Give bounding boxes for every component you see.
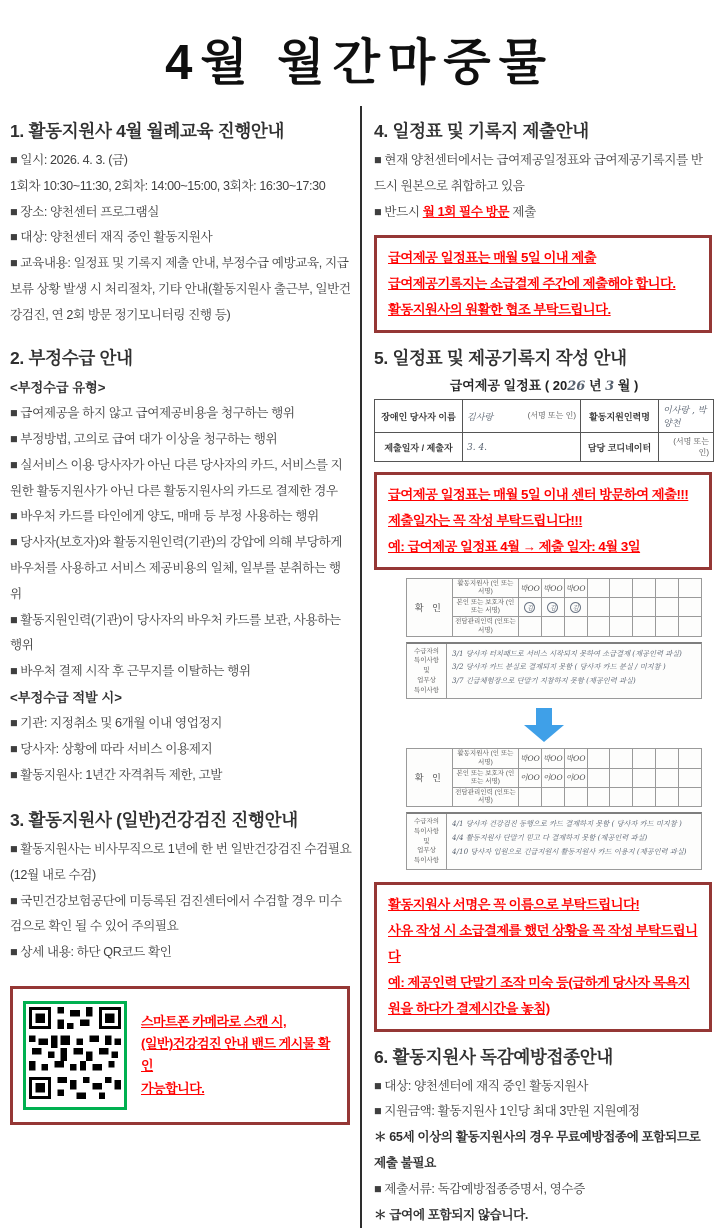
section1-datetime: ■ 일시: 2026. 4. 3. (금) xyxy=(10,153,128,167)
empty-cell xyxy=(633,749,656,768)
empty-cell xyxy=(610,749,633,768)
stamp-cell xyxy=(519,598,542,617)
empty-cell xyxy=(587,768,610,787)
qr-notice-text xyxy=(141,1011,337,1099)
signature-cell: 박OO xyxy=(541,749,564,768)
section3-item: ■ 활동지원사는 비사무직으로 1년에 한 번 일반건강검진 수검필요(12월 내로 수검) xyxy=(10,841,352,882)
form-label-coordinator: 담당 코디네이터 xyxy=(581,433,659,462)
notice-line: 제출일자는 꼭 작성 부탁드립니다!!! xyxy=(388,513,583,529)
empty-cell xyxy=(656,787,679,806)
confirm-table xyxy=(406,748,702,807)
section4-item2-suffix: 제출 xyxy=(509,204,536,219)
empty-cell xyxy=(587,598,610,617)
form-label-assistant-name: 활동지원인력명 xyxy=(581,400,659,433)
section2-type-item: ■ 바우처 결제 시작 후 근무지를 이탈하는 행위 xyxy=(10,664,251,679)
schedule-form-table xyxy=(374,399,714,462)
two-column-layout xyxy=(0,106,719,1228)
form-value-assistant-name xyxy=(659,400,714,433)
schedule-form-title xyxy=(374,375,714,394)
form-title-month-handwritten: 3 xyxy=(605,379,615,395)
notes-body xyxy=(447,644,701,699)
section6-amount: ■ 지원금액: 활동지원사 1인당 최대 3만원 지원예정 xyxy=(374,1104,640,1119)
form-label-client-name: 장애인 당사자 이름 xyxy=(375,400,463,433)
empty-cell xyxy=(610,617,633,636)
notes-label-line: 및 xyxy=(423,837,430,845)
handwritten-note: 4/1 당사자 건강검진 동행으로 카드 결제하지 못함 ( 당사자 카드 미지참 ) xyxy=(452,819,682,829)
handwritten-note: 3/7 긴급체험장으로 단말기 지참하지 못함 (제공인력 과실) xyxy=(452,676,636,686)
section3-heading: 3. 활동지원사 (일반)건강검진 진행안내 xyxy=(10,809,298,830)
empty-cell xyxy=(679,768,702,787)
form-value-coordinator-sign xyxy=(659,433,714,462)
empty-cell xyxy=(541,617,564,636)
empty-cell xyxy=(656,749,679,768)
notes-label-line: 특이사항 xyxy=(413,657,440,665)
empty-cell xyxy=(564,617,587,636)
form-value-client-name xyxy=(463,400,581,433)
empty-cell xyxy=(633,617,656,636)
section4-item2 xyxy=(374,200,714,226)
notes-label-line: 수급자의 xyxy=(413,647,440,655)
signature-cell: 이OO xyxy=(564,768,587,787)
section6-note-65: ＊ 65세 이상의 활동지원사의 경우 무료예방접종에 포함되므로 제출 불필요 xyxy=(374,1130,701,1171)
handwritten-note: 3/2 당사자 카드 분실로 결제되지 못함 ( 당사자 카드 분실 / 미지참 ) xyxy=(452,662,666,672)
signature-cell: 박OO xyxy=(519,749,542,768)
qr-notice-line: 스마트폰 카메라로 스캔 시, xyxy=(141,1014,287,1030)
section1-place: ■ 장소: 양천센터 프로그램실 xyxy=(10,204,160,219)
row-label-manager: 전담관리인력 (인또는서명) xyxy=(452,617,518,636)
section6-target: ■ 대상: 양천센터에 재직 중인 활동지원사 xyxy=(374,1078,589,1093)
form-value-submit-date xyxy=(463,433,581,462)
row-label-guardian: 본인 또는 보호자 (인 또는 서명) xyxy=(452,598,518,617)
form-title-mid: 년 xyxy=(585,378,606,394)
empty-cell xyxy=(519,617,542,636)
notes-label-line: 업무상 xyxy=(417,847,436,855)
handwritten-assistant-name: 이사랑 , 박양천 xyxy=(663,406,707,430)
qr-notice-box xyxy=(10,986,350,1125)
section1-heading: 1. 활동지원사 4월 월례교육 진행안내 xyxy=(10,121,285,141)
special-notes-area xyxy=(406,642,702,700)
sign-hint: (서명 또는 인) xyxy=(673,437,709,458)
handwritten-note: 4/10 당사자 입원으로 긴급지원시 활동지원사 카드 이용지 (제공인력 과실) xyxy=(452,846,687,856)
right-column xyxy=(360,106,719,1228)
empty-cell xyxy=(679,787,702,806)
empty-cell xyxy=(656,617,679,636)
notice-line: 활동지원사의 원활한 협조 부탁드립니다. xyxy=(388,302,611,318)
down-arrow-shaft xyxy=(536,708,552,725)
section2-catch-item: ■ 기관: 지정취소 및 6개월 이내 영업정지 xyxy=(10,716,222,731)
section4-item1: ■ 현재 양천센터에서는 급여제공일정표와 급여제공기록지를 반드시 원본으로 취합하고 있음 xyxy=(374,153,703,193)
signature-cell: 이OO xyxy=(519,768,542,787)
notes-label-line: 특이사항 xyxy=(413,857,440,865)
qr-code-image xyxy=(29,1007,121,1099)
section2-type-item: ■ 실서비스 이용 당사자가 아닌 다른 당사자의 카드, 서비스를 지원한 활동지원사가 아닌 다른 활동지원사의 카드로 결제한 경우 xyxy=(10,457,343,498)
qr-notice-line: (일반)건강검진 안내 밴드 게시물 확인 xyxy=(141,1036,330,1074)
empty-cell xyxy=(633,768,656,787)
empty-cell xyxy=(656,598,679,617)
notes-label-line: 특이사항 xyxy=(413,686,440,694)
stamp-seal: 김 xyxy=(570,602,581,613)
row-label-assistant: 활동지원사 (인 또는 서명) xyxy=(452,749,518,768)
form-label-submit-date: 제출일자 / 제출자 xyxy=(375,433,463,462)
section2-type-item: ■ 급여제공을 하지 않고 급여제공비용을 청구하는 행위 xyxy=(10,406,295,421)
section2-type-item: ■ 당사자(보호자)와 활동지원인력(기관)의 강압에 의해 부당하게 바우처를 사용하고 서비스 제공비용의 일체, 일부를 분취하는 행위 xyxy=(10,535,343,601)
empty-cell xyxy=(679,578,702,597)
form-title-prefix: 급여제공 일정표 ( 20 xyxy=(449,378,568,394)
empty-cell xyxy=(587,578,610,597)
notice-line: 급여제공 일정표는 매월 5일 이내 제출 xyxy=(388,250,597,266)
section2-type-item: ■ 바우처 카드를 타인에게 양도, 매매 등 부정 사용하는 행위 xyxy=(10,509,319,524)
notes-label xyxy=(407,644,447,699)
notes-label-line: 특이사항 xyxy=(413,827,440,835)
section2-heading: 2. 부정수급 안내 xyxy=(10,347,133,368)
section2-catch-title: <부정수급 적발 시> xyxy=(10,690,122,706)
empty-cell xyxy=(587,749,610,768)
confirm-label: 확 인 xyxy=(407,749,453,807)
confirm-label: 확 인 xyxy=(407,578,453,636)
empty-cell xyxy=(541,787,564,806)
row-label-guardian: 본인 또는 보호자 (인 또는 서명) xyxy=(452,768,518,787)
record-sheet-scan-2 xyxy=(406,748,702,870)
stamp-seal: 김 xyxy=(547,602,558,613)
empty-cell xyxy=(610,578,633,597)
empty-cell xyxy=(587,617,610,636)
notice-line: 활동지원사 서명은 꼭 이름으로 부탁드립니다! xyxy=(388,896,640,912)
handwritten-submit-date: 3. 4. xyxy=(467,442,488,453)
notice-line: 사유 작성 시 소급결제를 했던 상황을 꼭 작성 부탁드립니다 xyxy=(388,922,698,964)
signature-cell: 이OO xyxy=(541,768,564,787)
section4-item2-prefix: ■ 반드시 xyxy=(374,204,423,219)
schedule-form-sample xyxy=(374,375,714,462)
signature-cell: 박OO xyxy=(541,578,564,597)
section2-catch-item: ■ 당사자: 상황에 따라 서비스 이용제지 xyxy=(10,742,213,757)
section5-heading: 5. 일정표 및 제공기록지 작성 안내 xyxy=(374,348,627,369)
schedule-submit-notice-box xyxy=(374,472,712,570)
section1-content: ■ 교육내용: 일정표 및 기록지 제출 안내, 부정수급 예방교육, 지급보류 상황 발생 시 처리절차, 기타 안내(활동지원사 출근부, 일반건강검진, 연 2회 방문 정기모니터링 진행 등) xyxy=(10,256,351,322)
confirm-table xyxy=(406,578,702,637)
down-arrow-head xyxy=(524,725,564,742)
empty-cell xyxy=(679,598,702,617)
empty-cell xyxy=(633,578,656,597)
stamp-cell xyxy=(564,598,587,617)
empty-cell xyxy=(679,617,702,636)
row-label-manager: 전담관리인력 (인또는서명) xyxy=(452,787,518,806)
notice-line: 급여제공기록지는 소급결제 주간에 제출해야 합니다. xyxy=(388,276,676,292)
section1-rounds: 1회차 10:30~11:30, 2회차: 14:00~15:00, 3회차: 16:30~17:30 xyxy=(10,178,326,193)
form-title-suffix: 월 ) xyxy=(614,378,639,394)
special-notes-area xyxy=(406,812,702,870)
section3-item: ■ 상세 내용: 하단 QR코드 확인 xyxy=(10,945,172,960)
left-column xyxy=(0,106,360,1228)
section2-types-title: <부정수급 유형> xyxy=(10,379,106,395)
empty-cell xyxy=(519,787,542,806)
empty-cell xyxy=(610,787,633,806)
qr-notice-line: 가능합니다. xyxy=(141,1080,205,1096)
notes-label xyxy=(407,814,447,869)
empty-cell xyxy=(587,787,610,806)
signature-cell: 박OO xyxy=(564,578,587,597)
section4-item2-highlight: 월 1회 필수 방문 xyxy=(422,204,510,219)
section2-type-item: ■ 활동지원인력(기관)이 당사자의 바우처 카드를 보관, 사용하는 행위 xyxy=(10,612,341,653)
sign-hint: (서명 또는 인) xyxy=(527,410,576,420)
record-sheet-scan-1 xyxy=(406,578,702,700)
handwritten-client-name: 김사랑 xyxy=(467,412,494,423)
stamp-cell xyxy=(541,598,564,617)
empty-cell xyxy=(633,787,656,806)
page-title: 4월 월간마중물 xyxy=(165,36,554,90)
handwritten-note: 3/1 당사자 터치패드로 서비스 시작되지 못하여 소급결제 (제공인력 과실) xyxy=(452,648,682,658)
row-label-assistant: 활동지원사 (인 또는 서명) xyxy=(452,578,518,597)
empty-cell xyxy=(564,787,587,806)
form-title-year-handwritten: 26 xyxy=(567,379,586,395)
empty-cell xyxy=(656,768,679,787)
section6-documents: ■ 제출서류: 독감예방접종증명서, 영수증 xyxy=(374,1181,585,1196)
section2-catch-item: ■ 활동지원사: 1년간 자격취득 제한, 고발 xyxy=(10,768,222,783)
empty-cell xyxy=(610,598,633,617)
notice-line: 예: 제공인력 단말기 조작 미숙 등(급하게 당사자 목욕지원을 하다가 결제시간을 놓침) xyxy=(388,974,690,1016)
notes-label-line: 업무상 xyxy=(417,676,436,684)
notice-line: 예: 급여제공 일정표 4월 → 제출 일자: 4월 3일 xyxy=(388,539,641,555)
qr-code-frame xyxy=(23,1001,127,1110)
signature-cell: 박OO xyxy=(564,749,587,768)
section1-target: ■ 대상: 양천센터 재직 중인 활동지원사 xyxy=(10,230,213,245)
empty-cell xyxy=(633,598,656,617)
section4-heading: 4. 일정표 및 기록지 제출안내 xyxy=(374,121,589,141)
notes-label-line: 및 xyxy=(423,667,430,675)
stamp-seal: 김 xyxy=(524,602,535,613)
notes-label-line: 수급자의 xyxy=(413,818,440,826)
notes-body xyxy=(447,814,701,869)
submit-deadline-notice-box xyxy=(374,235,712,333)
empty-cell xyxy=(610,768,633,787)
section3-item: ■ 국민건강보험공단에 미등록된 검진센터에서 수검할 경우 미수검으로 확인 될 수 있어 주의필요 xyxy=(10,893,342,934)
section2-type-item: ■ 부정방법, 고의로 급여 대가 이상을 청구하는 행위 xyxy=(10,431,278,446)
handwritten-note: 4/4 활동지원사 단말기 믿고 다 결제하지 못함 (제공인력 과실) xyxy=(452,832,648,842)
empty-cell xyxy=(656,578,679,597)
signature-cell: 박OO xyxy=(519,578,542,597)
empty-cell xyxy=(679,749,702,768)
notice-line: 급여제공 일정표는 매월 5일 이내 센터 방문하여 제출!!! xyxy=(388,487,689,503)
down-arrow-icon xyxy=(524,708,564,742)
signature-request-notice-box xyxy=(374,882,712,1032)
section6-heading: 6. 활동지원사 독감예방접종안내 xyxy=(374,1046,613,1067)
section6-not-included: ＊ 급여에 포함되지 않습니다. xyxy=(374,1207,529,1222)
